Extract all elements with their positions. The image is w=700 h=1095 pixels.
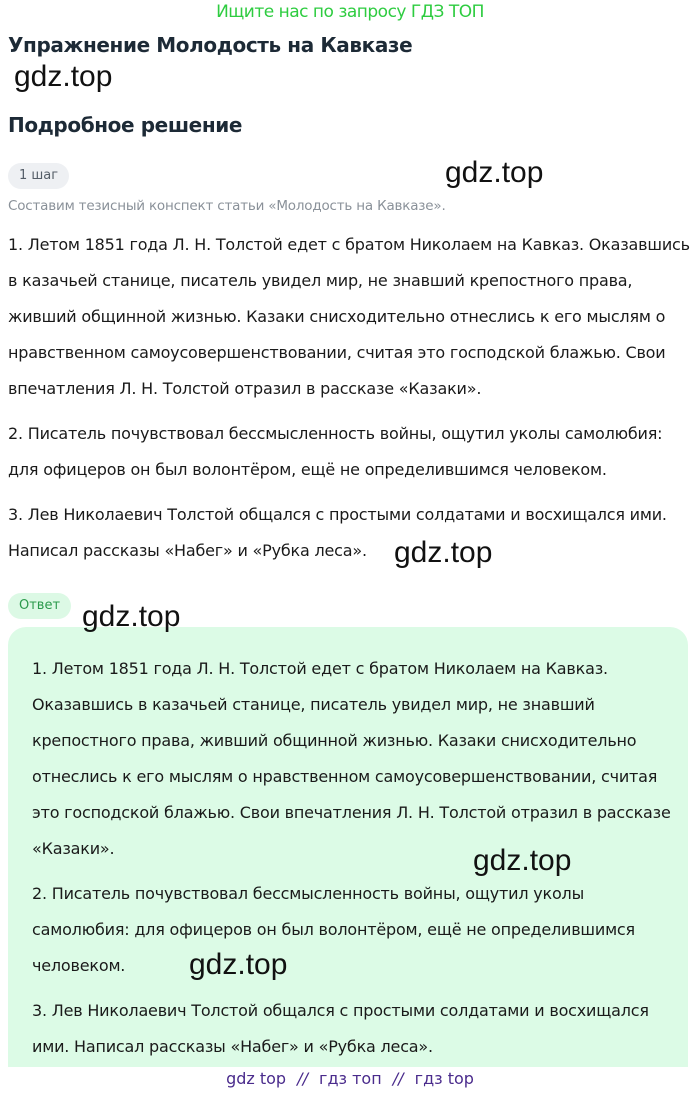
footer-separator: // (297, 1069, 308, 1088)
solution-paragraph-1: 1. Летом 1851 года Л. Н. Толстой едет с братом Николаем на Кавказ. Оказавшись в казачьей станице, писатель увидел мир, не знавший крепостного права, живший общинной жизнью. Казаки снисходительно отнеслись к его мыслям о нравственном самоусовершенствовании, считая это господской блажью. Свои впечатления Л. Н. Толстой отразил в рассказе «Казаки». (8, 235, 690, 398)
answer-paragraph-3: 3. Лев Николаевич Толстой общался с простыми солдатами и восхищался ими. Написал рассказы «Набег» и «Рубка леса». (32, 1001, 649, 1056)
step-intro: Составим тезисный конспект статьи «Молодость на Кавказе». (8, 198, 446, 214)
watermark-4: gdz.top (82, 600, 181, 633)
watermark-3: gdz.top (394, 536, 493, 569)
watermark-1: gdz.top (14, 60, 113, 93)
step-badge: 1 шаг (8, 163, 69, 189)
answer-paragraph-2: 2. Писатель почувствовал бессмысленность войны, ощутил уколы самолюбия: для офицеров он был волонтёром, ещё не определившимся человеком. (32, 884, 635, 975)
search-banner: Ищите нас по запросу ГДЗ ТОП (216, 2, 484, 22)
solution-paragraph-3: 3. Лев Николаевич Толстой общался с простыми солдатами и восхищался ими. Написал рассказы «Набег» и «Рубка леса». (8, 505, 667, 560)
footer-link-3[interactable]: гдз top (414, 1069, 474, 1088)
page-title: Упражнение Молодость на Кавказе (8, 33, 413, 57)
footer-links (0, 1069, 700, 1088)
footer-separator: // (392, 1069, 404, 1088)
footer-link-2[interactable]: гдз топ (319, 1069, 382, 1088)
watermark-6: gdz.top (189, 948, 288, 981)
section-title: Подробное решение (8, 113, 243, 137)
watermark-5: gdz.top (473, 844, 572, 877)
watermark-2: gdz.top (445, 156, 544, 189)
solution-paragraph-2: 2. Писатель почувствовал бессмысленность войны, ощутил уколы самолюбия: для офицеров он был волонтёром, ещё не определившимся человеком. (8, 424, 663, 479)
footer-link-1[interactable]: gdz top (226, 1069, 287, 1088)
answer-paragraph-1: 1. Летом 1851 года Л. Н. Толстой едет с братом Николаем на Кавказ. Оказавшись в казачьей станице, писатель увидел мир, не знавший крепостного права, живший общинной жизнью. Казаки снисходительно отнеслись к его мыслям о нравственном самоусовершенствовании, считая это господской блажью. Свои впечатления Л. Н. Толстой отразил в рассказе «Казаки». (32, 659, 671, 858)
answer-badge: Ответ (8, 593, 71, 619)
